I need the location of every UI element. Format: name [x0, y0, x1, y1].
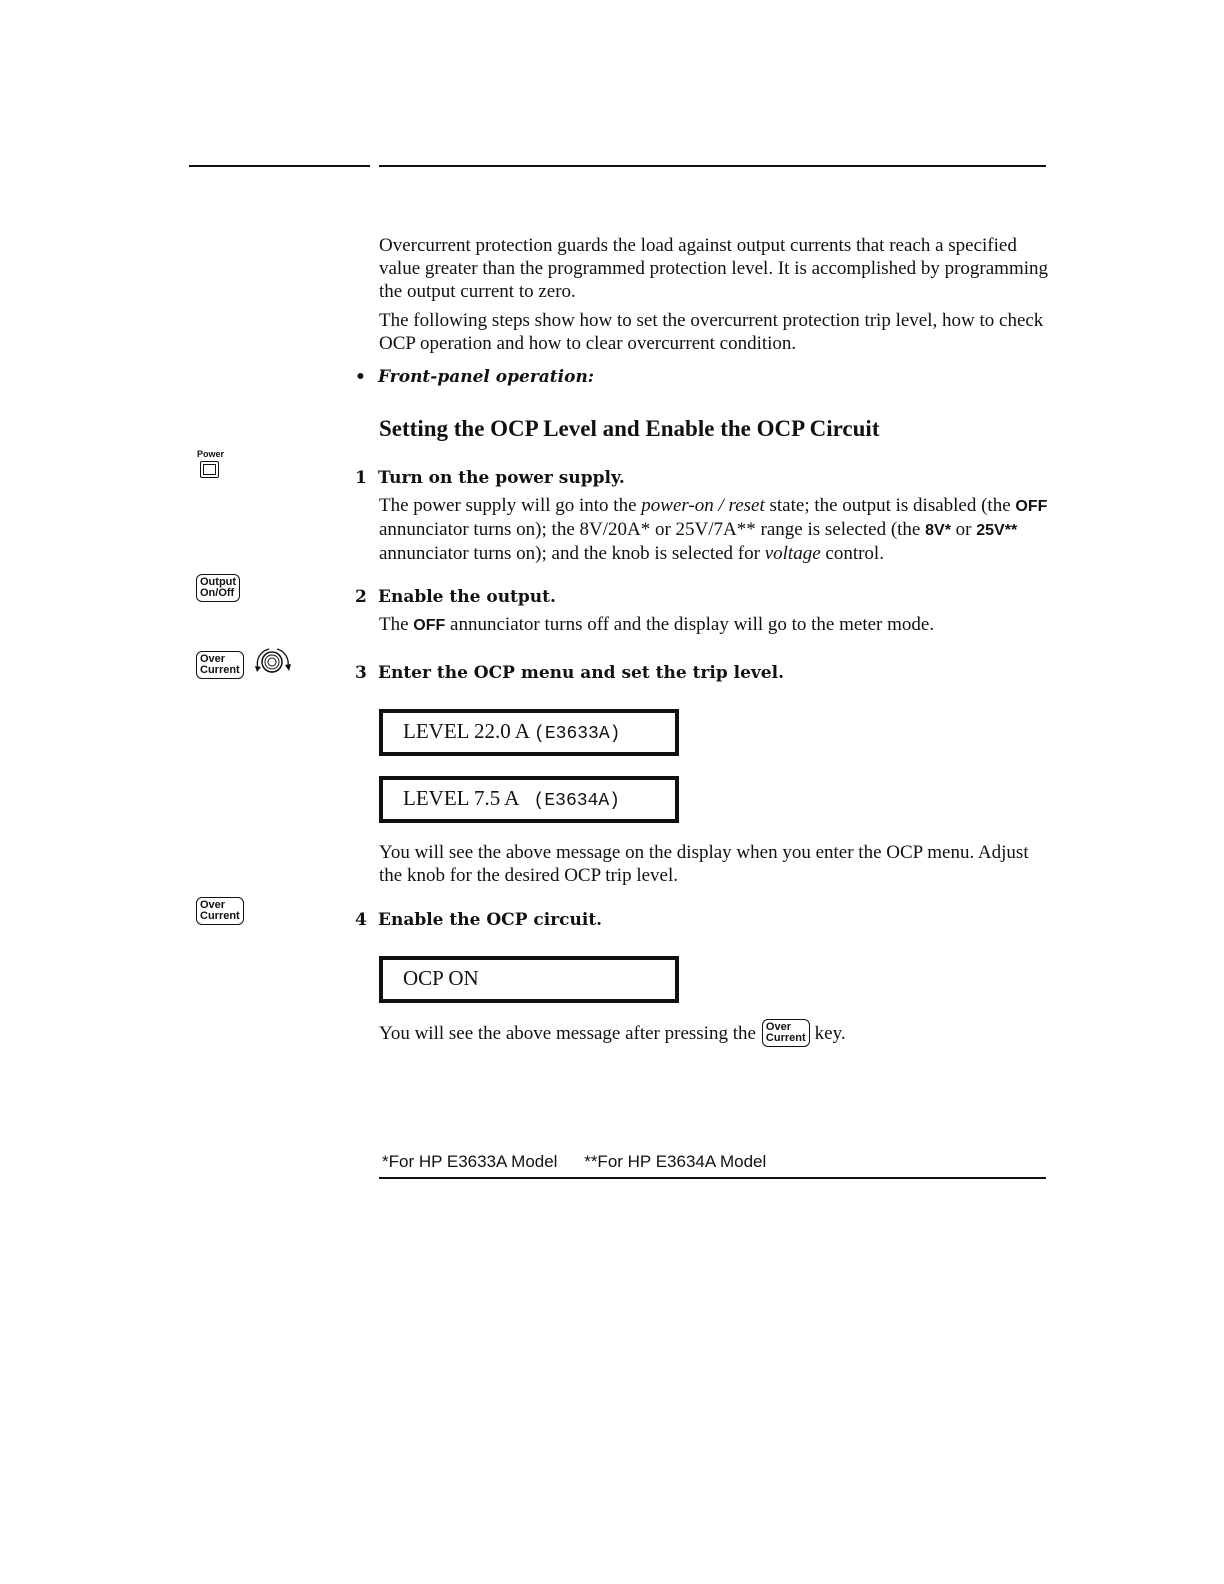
- step-1-text-b: state; the output is disabled (the: [764, 495, 1016, 516]
- display-ocp-on-text: OCP ON: [403, 966, 479, 990]
- header-rule-left: [189, 165, 370, 167]
- bullet-symbol: •: [355, 367, 366, 387]
- step-1-number: 1: [355, 468, 367, 488]
- step-2-number: 2: [355, 587, 367, 607]
- step-4-title: [355, 910, 602, 930]
- step-1-text-a: The power supply will go into the: [379, 495, 642, 516]
- intro-paragraph-2: The following steps show how to set the overcurrent protection trip level, how to check OCP operation and how to clear overcurrent condition.: [379, 310, 1044, 354]
- step-4-description: [379, 1019, 1049, 1047]
- display-2-value: LEVEL 7.5 A: [403, 786, 519, 810]
- footnote-e3634a: **For HP E3634A Model: [584, 1152, 767, 1171]
- over-current-key-2: [196, 897, 244, 925]
- step-3-number: 3: [355, 663, 367, 683]
- step-2-description: [379, 613, 1049, 637]
- over-current-key-line-1: Over: [200, 653, 226, 665]
- intro-paragraph-1: Overcurrent protection guards the load against output currents that reach a specified value greater than the programmed protection level. It is accomplished by programming the output current to zero.: [379, 235, 1048, 302]
- step-1-text-c: annunciator turns on); the 8V/20A* or 25V/7A** range is selected (the: [379, 519, 926, 540]
- output-on-off-key: [196, 574, 240, 602]
- footnotes: [382, 1152, 766, 1172]
- intro: [379, 234, 1049, 361]
- display-2-model: (E3634A): [533, 791, 620, 811]
- display-1-value: LEVEL 22.0 A: [403, 719, 529, 743]
- step-2-title: [355, 587, 556, 607]
- knob-icon: [252, 646, 294, 678]
- output-key-line-1: Output: [200, 576, 237, 588]
- off-annunciator-2: OFF: [413, 617, 446, 634]
- display-ocp-on: [379, 956, 679, 1003]
- step-1-text-e: annunciator turns on); and the knob is selected for: [379, 543, 765, 564]
- step-1-title-text: Turn on the power supply.: [378, 468, 625, 488]
- front-panel-bullet: [355, 367, 594, 387]
- step-1-text-d: or: [950, 519, 977, 540]
- step-2-title-text: Enable the output.: [378, 587, 556, 607]
- step-3-title-text: Enter the OCP menu and set the trip level.: [378, 663, 784, 683]
- 8v-annunciator: 8V*: [925, 522, 951, 539]
- step-4-number: 4: [355, 910, 367, 930]
- step-1-title: [355, 468, 625, 488]
- header-rule-right: [379, 165, 1046, 167]
- power-key: [197, 449, 237, 478]
- 25v-annunciator: 25V**: [976, 522, 1018, 539]
- step-4-title-text: Enable the OCP circuit.: [378, 910, 603, 930]
- over-current-key-line-2: Current: [200, 664, 240, 676]
- power-button-icon: [200, 461, 219, 478]
- over-current-key-inline: [762, 1019, 810, 1047]
- over-current-key-2-line-1: Over: [200, 899, 226, 911]
- display-1-model: (E3633A): [534, 724, 621, 744]
- footer-rule: [379, 1177, 1046, 1179]
- output-key-line-2: On/Off: [200, 587, 235, 599]
- step-3-title: [355, 663, 784, 683]
- inline-key-line-2: Current: [765, 1032, 806, 1044]
- step-3-description: You will see the above message on the display when you enter the OCP menu. Adjust the knob for the desired OCP trip level.: [379, 842, 1029, 886]
- voltage-term: voltage: [764, 543, 821, 564]
- step-2-text-a: The: [379, 614, 414, 635]
- power-key-label: Power: [197, 449, 225, 459]
- section-title: Setting the OCP Level and Enable the OCP Circuit: [379, 416, 880, 441]
- footnote-e3633a: *For HP E3633A Model: [382, 1152, 558, 1171]
- over-current-key: [196, 651, 244, 679]
- display-level-e3634a: [379, 776, 679, 823]
- over-current-key-2-line-2: Current: [200, 910, 240, 922]
- step-2-text-b: annunciator turns off and the display will go to the meter mode.: [445, 614, 935, 635]
- off-annunciator: OFF: [1015, 498, 1048, 515]
- display-level-e3633a: [379, 709, 679, 756]
- step-1-text-f: control.: [820, 543, 884, 564]
- inline-key-line-1: Over: [765, 1021, 791, 1033]
- step-4-text-b: key.: [814, 1022, 846, 1044]
- step-1-description: [379, 494, 1049, 565]
- step-4-text-a: You will see the above message after pressing the: [379, 1022, 756, 1044]
- power-on-reset-term: power-on / reset: [641, 495, 765, 516]
- bullet-label: Front-panel operation:: [378, 367, 595, 387]
